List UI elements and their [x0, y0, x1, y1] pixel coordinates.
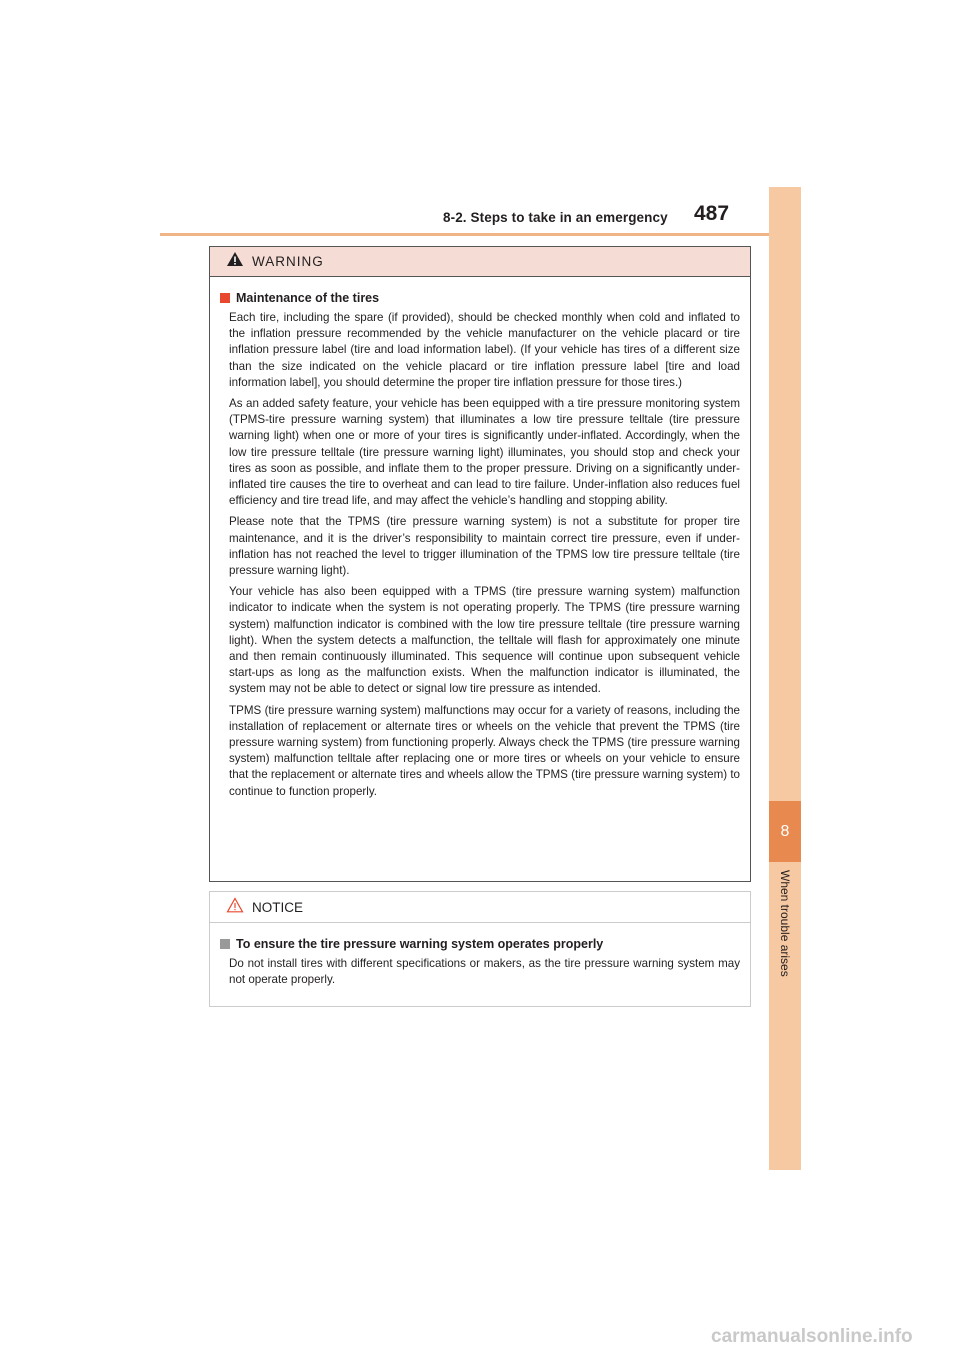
- bullet-square-icon: [220, 293, 230, 303]
- warning-item-title: Maintenance of the tires: [220, 291, 740, 305]
- watermark: carmanualsonline.info: [711, 1326, 913, 1347]
- warning-paragraph: TPMS (tire pressure warning system) malfunctions may occur for a variety of reasons, including the installation of replacement or alternate tires or wheels on the vehicle that prevent the TPMS (tire pressure warning system) from functioning properly. Always check the TPMS (tire pressure warning system) malfunction telltale after replacing one or more tires or wheels on your vehicle to ensure that the replacement or alternate tires and wheels allow the TPMS (tire pressure warning system) to continue to function properly.: [229, 703, 740, 798]
- warning-header: [210, 247, 750, 277]
- notice-paragraph: Do not install tires with different specifications or makers, as the tire pressure warning system may not operate properly.: [229, 957, 740, 987]
- warning-body: [210, 277, 750, 800]
- notice-box: [209, 891, 751, 1007]
- warning-triangle-icon: [226, 251, 244, 272]
- warning-paragraph: Please note that the TPMS (tire pressure warning system) is not a substitute for proper tire maintenance, and it is the driver’s responsibility to maintain correct tire pressure, even if under-inflation has not reached the level to trigger illumination of the TPMS low tire pressure telltale (tire pressure warning light).: [229, 515, 740, 578]
- warning-paragraph: Your vehicle has also been equipped with a TPMS (tire pressure warning system) malfunction indicator to indicate when the system is not operating properly. The TPMS (tire pressure warning system) malfunction indicator is combined with the low tire pressure telltale (tire pressure warning light). When the system detects a malfunction, the telltale will flash for approximately one minute and then remain continuously illuminated. This sequence will continue upon subsequent vehicle start-ups as long as the malfunction exists. When the malfunction indicator is illuminated, the system may not be able to detect or signal low tire pressure as intended.: [229, 585, 740, 696]
- notice-body: [210, 923, 750, 988]
- bullet-square-icon: [220, 939, 230, 949]
- notice-header: [210, 892, 750, 923]
- chapter-title: When trouble arises: [778, 870, 792, 977]
- notice-heading: NOTICE: [252, 899, 304, 915]
- page-number: 487: [694, 202, 730, 225]
- chapter-side-tab: [769, 187, 801, 1170]
- warning-paragraph: As an added safety feature, your vehicle has been equipped with a tire pressure monitoring system (TPMS-tire pressure warning system) that illuminates a low tire pressure telltale (tire pressure warning light) when one or more of your tires is significantly under-inflated. Accordingly, when the low tire pressure telltale (tire pressure warning light) illuminates, you should stop and check your tires as soon as possible, and inflate them to the proper pressure. Driving on a significantly under-inflated tire causes the tire to overheat and can lead to tire failure. Under-inflation also reduces fuel efficiency and tire tread life, and may affect the vehicle’s handling and stopping ability.: [229, 397, 740, 508]
- chapter-number: 8: [769, 801, 801, 862]
- notice-item-title: To ensure the tire pressure warning system operates properly: [220, 937, 740, 951]
- caution-triangle-icon: [226, 897, 244, 918]
- section-title: 8-2. Steps to take in an emergency: [443, 210, 668, 225]
- warning-heading: WARNING: [252, 254, 324, 269]
- header-rule: [160, 233, 800, 236]
- warning-box: [209, 246, 751, 882]
- warning-paragraph: Each tire, including the spare (if provided), should be checked monthly when cold and inflated to the inflation pressure recommended by the vehicle manufacturer on the vehicle placard or tire inflation pressure label (tire and load information label). (If your vehicle has tires of a different size than the size indicated on the vehicle placard or tire inflation pressure label [tire and load information label], you should determine the proper tire inflation pressure for those tires.): [229, 311, 740, 389]
